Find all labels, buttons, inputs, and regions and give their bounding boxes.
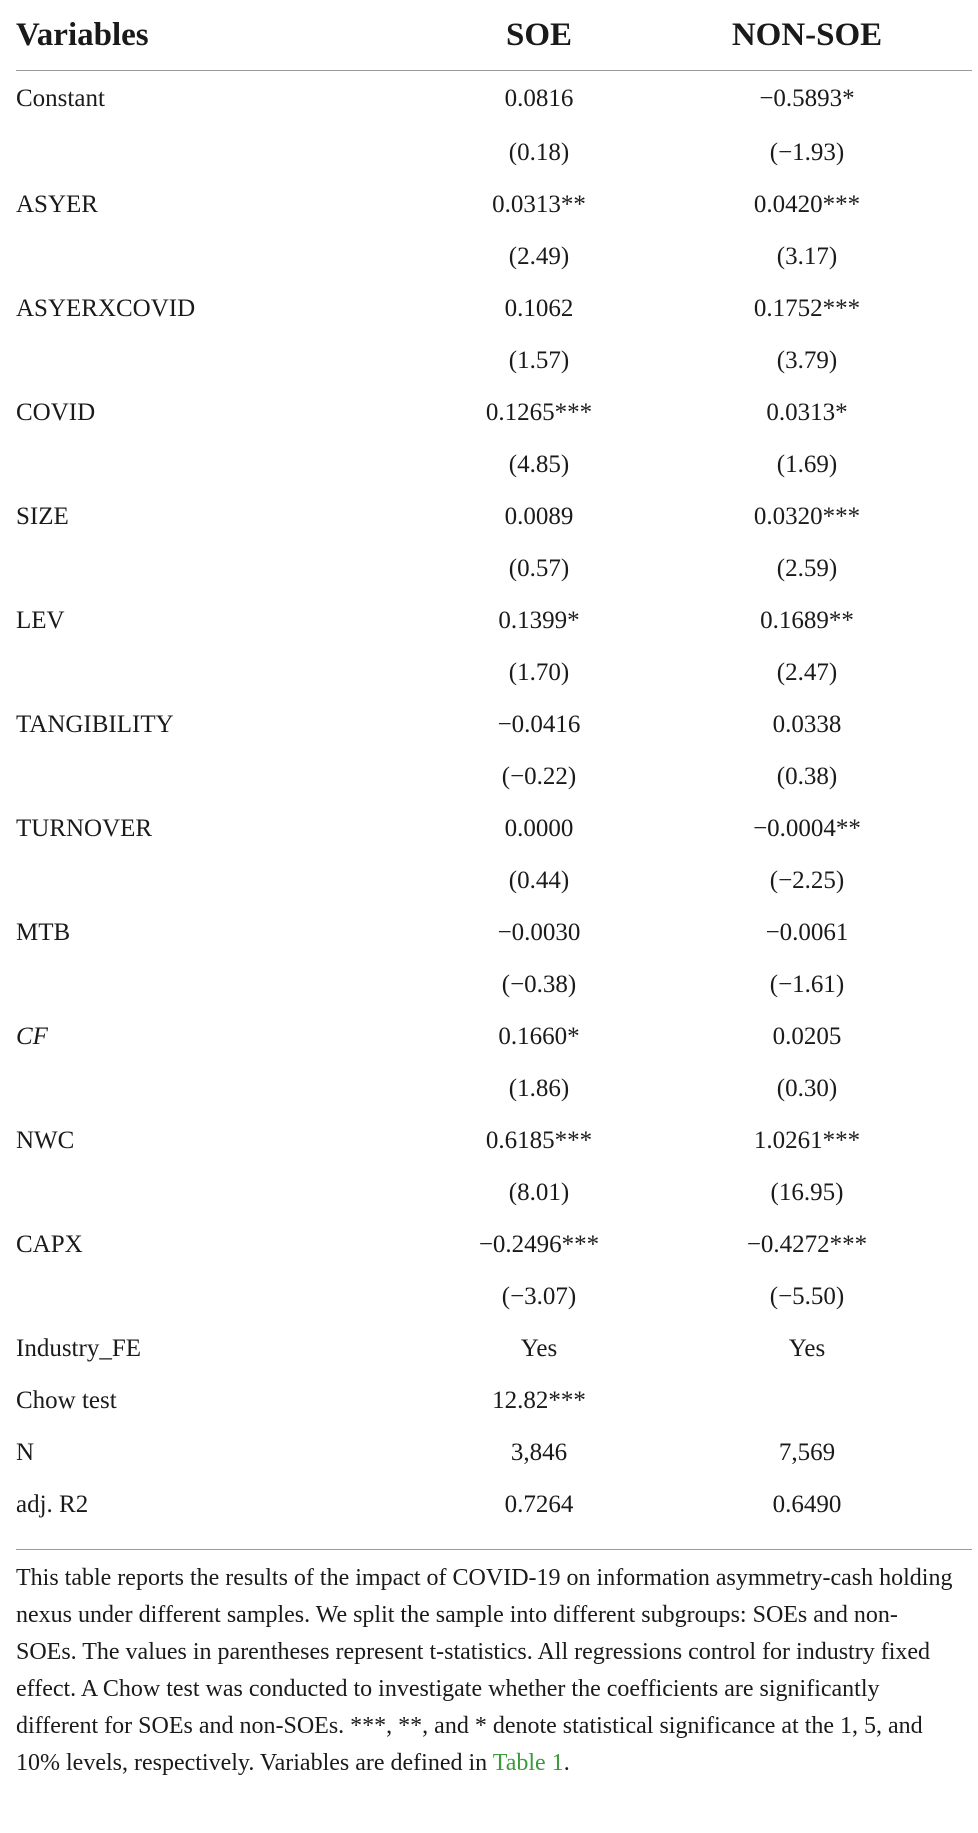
table-bottom-rule <box>16 1549 972 1550</box>
cell-non-soe: 0.0205 <box>772 1023 842 1050</box>
cell-soe: (−0.38) <box>501 971 577 998</box>
cell-soe: 0.7264 <box>504 1491 574 1518</box>
cell-soe: 0.0816 <box>504 85 574 112</box>
cell-variable <box>16 1063 436 1115</box>
results-table <box>16 0 972 1531</box>
cell-variable <box>16 335 436 387</box>
cell-soe: (0.57) <box>508 555 570 582</box>
cell-soe: (8.01) <box>508 1179 570 1206</box>
cell-non-soe: (−1.93) <box>769 139 845 166</box>
results-table-container <box>16 0 972 1531</box>
table-footnote <box>16 1560 956 1782</box>
cell-variable <box>16 1271 436 1323</box>
table-row <box>16 491 972 543</box>
cell-variable: CF <box>16 1023 48 1050</box>
cell-non-soe: (−2.25) <box>769 867 845 894</box>
cell-non-soe: 0.0320*** <box>753 503 861 530</box>
cell-variable <box>16 543 436 595</box>
cell-non-soe: (−5.50) <box>769 1283 845 1310</box>
header-soe: SOE <box>436 0 642 71</box>
cell-variable: Industry_FE <box>16 1335 141 1362</box>
cell-soe: (0.44) <box>508 867 570 894</box>
cell-soe: (0.18) <box>508 139 570 166</box>
cell-soe: 12.82*** <box>492 1387 586 1414</box>
cell-non-soe: (0.30) <box>776 1075 838 1102</box>
cell-variable: SIZE <box>16 503 69 530</box>
header-non-soe: NON-SOE <box>642 0 972 71</box>
table-row <box>16 1375 972 1427</box>
table-row <box>16 543 972 595</box>
table-row <box>16 1167 972 1219</box>
cell-non-soe <box>642 1375 972 1427</box>
cell-non-soe: (16.95) <box>770 1179 844 1206</box>
cell-soe: 0.0089 <box>504 503 574 530</box>
cell-variable <box>16 1167 436 1219</box>
cell-soe: (1.86) <box>508 1075 570 1102</box>
cell-variable: N <box>16 1439 35 1466</box>
cell-non-soe: (2.59) <box>776 555 838 582</box>
table-row <box>16 231 972 283</box>
cell-soe: −0.0416 <box>497 711 581 738</box>
table-row <box>16 179 972 231</box>
table-row <box>16 959 972 1011</box>
table-row <box>16 335 972 387</box>
cell-soe: (−3.07) <box>501 1283 577 1310</box>
cell-variable <box>16 959 436 1011</box>
cell-non-soe: (1.69) <box>776 451 838 478</box>
cell-non-soe: 0.1689** <box>760 607 854 634</box>
cell-soe: (−0.22) <box>501 763 577 790</box>
table-row <box>16 647 972 699</box>
cell-non-soe: (3.79) <box>776 347 838 374</box>
cell-soe: 0.1062 <box>504 295 574 322</box>
cell-soe: −0.2496*** <box>478 1231 600 1258</box>
cell-variable: ASYER <box>16 191 98 218</box>
cell-variable <box>16 855 436 907</box>
cell-soe: 0.1399* <box>498 607 580 634</box>
table-row <box>16 283 972 335</box>
cell-variable: ASYERXCOVID <box>16 295 196 322</box>
cell-variable <box>16 439 436 491</box>
cell-soe: 0.1265*** <box>485 399 593 426</box>
table-row <box>16 1011 972 1063</box>
cell-non-soe: 0.0313* <box>766 399 848 426</box>
table-row <box>16 1063 972 1115</box>
table-row <box>16 1219 972 1271</box>
table-row <box>16 1115 972 1167</box>
cell-non-soe: −0.4272*** <box>746 1231 868 1258</box>
cell-soe: 0.0000 <box>504 815 574 842</box>
cell-soe: −0.0030 <box>497 919 581 946</box>
cell-non-soe: (2.47) <box>776 659 838 686</box>
cell-variable: MTB <box>16 919 71 946</box>
table-1-link[interactable]: Table 1 <box>492 1750 564 1776</box>
cell-variable <box>16 751 436 803</box>
cell-variable: LEV <box>16 607 65 634</box>
cell-soe: (1.70) <box>508 659 570 686</box>
cell-soe: 3,846 <box>510 1439 568 1466</box>
cell-variable: TURNOVER <box>16 815 153 842</box>
cell-variable: CAPX <box>16 1231 83 1258</box>
cell-non-soe: 7,569 <box>778 1439 836 1466</box>
table-body <box>16 71 972 1532</box>
cell-variable <box>16 231 436 283</box>
table-row <box>16 71 972 128</box>
cell-variable: adj. R2 <box>16 1491 89 1518</box>
cell-soe: Yes <box>520 1335 558 1362</box>
cell-non-soe: 1.0261*** <box>753 1127 861 1154</box>
cell-non-soe: 0.6490 <box>772 1491 842 1518</box>
table-row <box>16 439 972 491</box>
header-variables: Variables <box>16 0 436 71</box>
cell-soe: (4.85) <box>508 451 570 478</box>
cell-non-soe: 0.0338 <box>772 711 842 738</box>
cell-non-soe: (3.17) <box>776 243 838 270</box>
cell-variable <box>16 127 436 179</box>
cell-soe: (1.57) <box>508 347 570 374</box>
table-row <box>16 1427 972 1479</box>
table-row <box>16 1479 972 1531</box>
table-row <box>16 751 972 803</box>
cell-variable: NWC <box>16 1127 75 1154</box>
cell-non-soe: 0.1752*** <box>753 295 861 322</box>
table-row <box>16 1271 972 1323</box>
table-row <box>16 699 972 751</box>
cell-variable: Chow test <box>16 1387 117 1414</box>
cell-non-soe: 0.0420*** <box>753 191 861 218</box>
table-row <box>16 595 972 647</box>
cell-soe: (2.49) <box>508 243 570 270</box>
cell-non-soe: −0.5893* <box>759 85 855 112</box>
cell-non-soe: −0.0004** <box>753 815 861 842</box>
table-header <box>16 0 972 71</box>
table-row <box>16 1323 972 1375</box>
cell-soe: 0.6185*** <box>485 1127 593 1154</box>
cell-non-soe: Yes <box>788 1335 826 1362</box>
cell-variable: COVID <box>16 399 96 426</box>
cell-variable <box>16 647 436 699</box>
table-row <box>16 803 972 855</box>
table-row <box>16 855 972 907</box>
table-row <box>16 127 972 179</box>
cell-variable: Constant <box>16 85 105 112</box>
cell-soe: 0.0313** <box>492 191 586 218</box>
table-row <box>16 387 972 439</box>
cell-variable: TANGIBILITY <box>16 711 174 738</box>
cell-soe: 0.1660* <box>498 1023 580 1050</box>
header-row <box>16 0 972 71</box>
footnote-end: . <box>563 1750 570 1776</box>
cell-non-soe: (−1.61) <box>769 971 845 998</box>
footnote-text: This table reports the results of the impact of COVID-19 on information asymmetry-cash holding nexus under different samples. We split the sample into different subgroups: SOEs and non-SOEs. The values in parentheses represent t-statistics. All regressions control for industry fixed effect. A Chow test was conducted to investigate whether the coefficients are significantly different for SOEs and non-SOEs. ***, **, and * denote statistical significance at the 1, 5, and 10% levels, respectively. Variables are defined in <box>16 1565 953 1776</box>
cell-non-soe: (0.38) <box>776 763 838 790</box>
table-row <box>16 907 972 959</box>
cell-non-soe: −0.0061 <box>765 919 849 946</box>
